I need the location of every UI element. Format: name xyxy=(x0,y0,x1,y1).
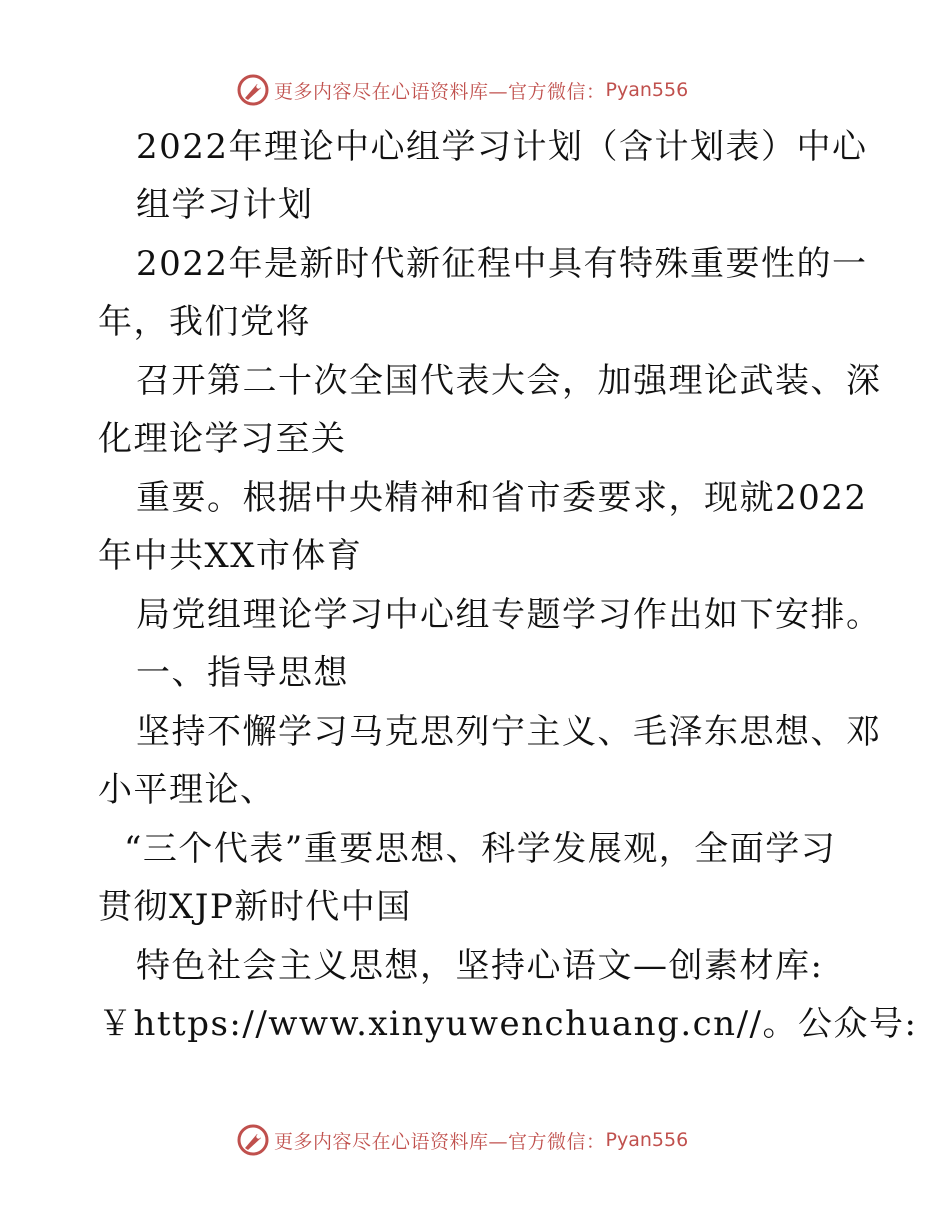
document-line: ￥https://www.xinyuwenchuang.cn//。公众号: xyxy=(98,1004,918,1044)
document-line: 局党组理论学习中心组专题学习作出如下安排。 xyxy=(136,595,882,635)
document-line: 2022年是新时代新征程中具有特殊重要性的一 xyxy=(136,244,868,284)
document-line: 化理论学习至关 xyxy=(98,419,347,459)
document-line: 特色社会主义思想，坚持心语文—创素材库: xyxy=(136,946,824,986)
footer-banner xyxy=(0,1120,950,1160)
document-line: 2022年理论中心组学习计划（含计划表）中心 xyxy=(136,127,868,167)
document-line: 年中共XX市体育 xyxy=(98,536,363,576)
document-line: 坚持不懈学习马克思列宁主义、毛泽东思想、邓 xyxy=(136,712,882,752)
document-line: 小平理论、 xyxy=(98,770,276,810)
footer-banner-wechat-id: Pyan556 xyxy=(605,1129,689,1151)
section-heading: 一、指导思想 xyxy=(136,653,349,693)
document-line: 组学习计划 xyxy=(136,185,314,225)
footer-banner-content xyxy=(236,1120,688,1160)
footer-banner-text: 更多内容尽在心语资料库—官方微信： xyxy=(274,1130,606,1153)
document-line: “三个代表”重要思想、科学发展观，全面学习 xyxy=(124,829,837,869)
pen-nib-logo-icon xyxy=(236,1123,270,1157)
document-line: 重要。根据中央精神和省市委要求，现就2022 xyxy=(136,478,868,518)
header-banner-wechat-id: Pyan556 xyxy=(605,79,689,101)
document-line: 年，我们党将 xyxy=(98,302,311,342)
header-banner-text: 更多内容尽在心语资料库—官方微信： xyxy=(274,80,606,103)
document-line: 贯彻XJP新时代中国 xyxy=(98,887,412,927)
document-line: 召开第二十次全国代表大会，加强理论武装、深 xyxy=(136,361,882,401)
